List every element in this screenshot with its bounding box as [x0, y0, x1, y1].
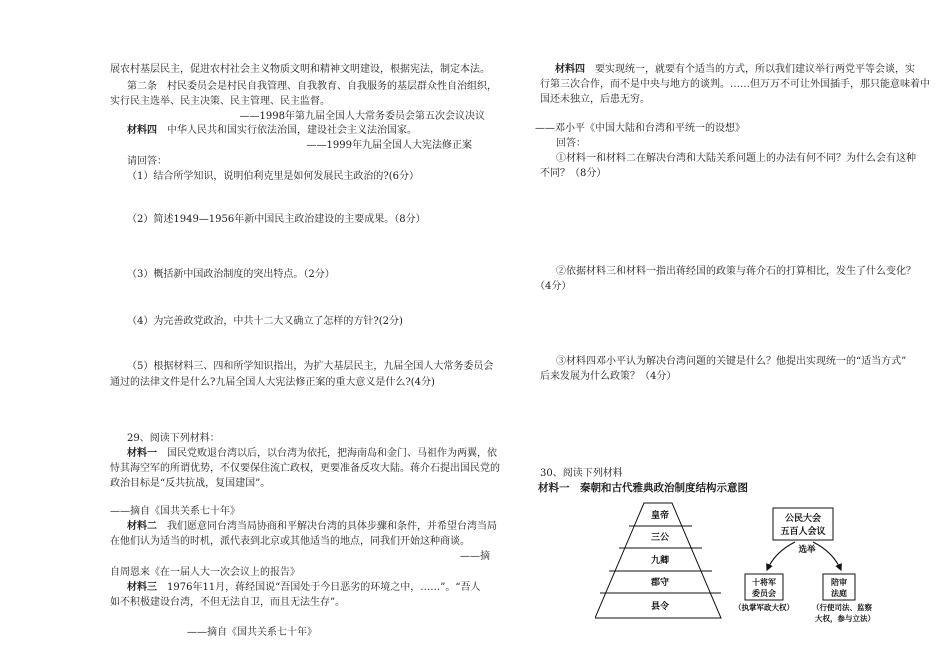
material-text: 1976年11月，蒋经国说“吾国处于今日恶劣的环境之中，……”。“吾人 — [157, 582, 481, 593]
material-text: 国民党败退台湾以后，以台湾为依托，把海南岛和金门、马祖作为两翼，依 — [157, 448, 497, 459]
sub-question-2-cont: （4分） — [535, 281, 572, 292]
material-label: 材料一 — [538, 482, 570, 494]
question-29-heading: 29、阅读下列材料： — [127, 433, 220, 444]
sub-question-2: ②依据材料三和材料一指出蒋经国的政策与蒋介石的打算相比，发生了什么变化？ — [556, 266, 916, 277]
qin-pyramid — [595, 503, 721, 618]
source-citation: 自周恩来《在一届人大一次会议上的报告》 — [110, 567, 300, 578]
text-line: 政治目标是“反共抗战，复国建国”。 — [110, 478, 271, 489]
generals-label: 十将军 — [752, 578, 776, 587]
question-30-heading: 30、阅读下列材料 — [540, 468, 623, 479]
answer-prompt: 请回答： — [127, 156, 167, 167]
generals-note: （执掌军政大权） — [734, 603, 794, 612]
source-citation: ——摘自《国共关系七十年》 — [110, 506, 240, 517]
material-label: 材料三 — [127, 582, 157, 593]
pyramid-level-emperor: 皇帝 — [650, 511, 670, 521]
question-2: （2）简述1949—1956年新中国民主政治建设的主要成果。（8分） — [127, 214, 426, 225]
court-note: （行使司法、监察 — [812, 603, 872, 612]
material-3 — [127, 581, 481, 594]
source-citation: ——摘自《国共关系七十年》 — [187, 627, 317, 638]
pyramid-level-nine-ministers: 九卿 — [650, 556, 670, 566]
question-5: （5）根据材料三、四和所学知识指出，为扩大基层民主，九届全国人大常务委员会 — [127, 361, 494, 372]
sub-question-1: ①材料一和材料二在解决台湾和大陆关系问题上的办法有何不同？为什么会有这种 — [556, 153, 916, 164]
pyramid-level-three-excellencies: 三公 — [650, 533, 670, 543]
question-5-cont: 通过的法律文件是什么?九届全国人大宪法修正案的重大意义是什么?(4分) — [110, 377, 435, 388]
article-2-line: 第二条 村民委员会是村民自我管理、自我教育、自我服务的基层群众性自治组织， — [127, 81, 497, 92]
material-1 — [127, 447, 497, 460]
sub-question-3-cont: 后来发展为什么政策？（4分） — [540, 371, 677, 382]
assembly-label: 公民大会 — [784, 514, 822, 524]
material-label: 材料一 — [127, 448, 157, 459]
pyramid-level-commandery: 郡守 — [650, 578, 670, 588]
political-structure-diagram — [595, 500, 895, 665]
source-citation: ——1998年第九届全国人大常务委员会第五次会议决议 — [239, 111, 485, 122]
source-citation: ——摘 — [460, 551, 490, 562]
sub-question-1-cont: 不同？（8分） — [540, 168, 607, 179]
court-label-2: 法庭 — [831, 589, 847, 598]
council-label: 五百人会议 — [780, 527, 826, 537]
material-4-left — [127, 124, 417, 137]
answer-prompt: 回答： — [556, 138, 586, 149]
material-4-right — [555, 63, 915, 76]
generals-label-2: 委员会 — [752, 589, 776, 598]
material-2 — [127, 520, 497, 533]
diagram-title: 秦朝和古代雅典政治制度结构示意图 — [569, 482, 748, 494]
pyramid-level-county: 县令 — [650, 602, 670, 612]
text-line: 如不积极建设台湾，不但无法自卫，而且无法生存”。 — [110, 597, 346, 608]
text-line: 行第三次合作，而不是中央与地方的谈判。……但万万不可让外国插手，那只能意味着中 — [540, 79, 930, 90]
text-line: 展农村基层民主，促进农村社会主义物质文明和精神文明建设，根据宪法，制定本法。 — [110, 64, 490, 75]
text-line: 国还未独立，后患无穷。 — [540, 94, 650, 105]
text-line: 实行民主选举、民主决策、民主管理、民主监督。 — [110, 96, 330, 107]
question-1: （1）结合所学知识，说明伯利克里是如何发展民主政治的?(6分） — [127, 171, 419, 182]
arrow-to-court — [813, 542, 841, 570]
court-note-2: 大权，参与立法） — [815, 614, 875, 623]
question-4: （4）为完善政党政治，中共十二大又确立了怎样的方针?(2分) — [127, 316, 403, 327]
material-1-diagram-title — [538, 482, 748, 495]
athens-structure — [734, 508, 875, 624]
arrow-to-generals — [767, 542, 795, 570]
material-label: 材料二 — [127, 521, 157, 532]
election-label: 选举 — [798, 545, 816, 555]
text-line: 恃其海空军的所谓优势，不仅要保住流亡政权，更要准备反攻大陆。蒋介石提出国民党的 — [110, 463, 500, 474]
material-text: 我们愿意同台湾当局协商和平解决台湾的具体步骤和条件，并希望台湾当局 — [157, 521, 497, 532]
material-text: 要实现统一，就要有个适当的方式，所以我们建议举行两党平等会谈，实 — [585, 64, 915, 75]
question-3: （3）概括新中国政治制度的突出特点。（2分） — [127, 269, 335, 280]
material-text: 中华人民共和国实行依法治国，建设社会主义法治国家。 — [157, 125, 417, 136]
sub-question-3: ③材料四邓小平认为解决台湾问题的关键是什么？他提出实现统一的“适当方式” — [556, 356, 907, 367]
source-citation: ——邓小平《中国大陆和台湾和平统一的设想》 — [535, 123, 745, 134]
material-label: 材料四 — [127, 125, 157, 136]
text-line: 在他们认为适当的时机，派代表到北京或其他适当的地点，同我们开始这种商谈。 — [110, 536, 470, 547]
material-label: 材料四 — [555, 64, 585, 75]
court-label: 陪审 — [831, 578, 847, 587]
source-citation: ——1999年九届全国人大宪法修正案 — [306, 140, 472, 151]
